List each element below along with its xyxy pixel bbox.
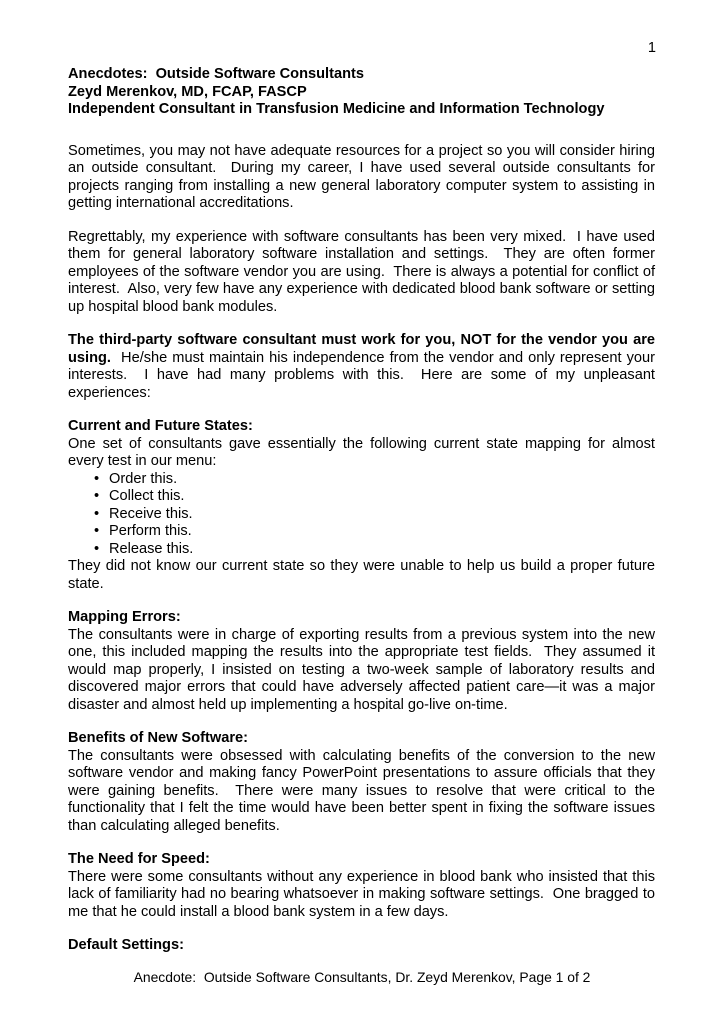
section-body: The consultants were in charge of exporting results from a previous system into the new one, this included mapping the results into the appropriate test fields. They assumed it would map properly, I insisted on testing a two-week sample of laboratory results and discovered major errors that could have adversely affected patient care—it was a major disaster and almost held up implementing a hospital go-live on-time. xyxy=(68,626,655,713)
document-body xyxy=(68,66,655,955)
list-item: • Perform this. xyxy=(68,523,655,541)
section-body: The consultants were obsessed with calculating benefits of the conversion to the new software vendor and making fancy PowerPoint presentations to assure officials that they were gaining benefits. There were many issues to resolve that were critical to the functionality that I felt the time would have been better spent in fixing the software issues than calculating alleged benefits. xyxy=(68,747,655,834)
section-body: There were some consultants without any experience in blood bank who insisted that this lack of familiarity had no bearing whatsoever in making software settings. One bragged to me that he could install a blood bank system in a few days. xyxy=(68,868,655,920)
section-heading: Mapping Errors: xyxy=(68,609,181,625)
section-mapping-errors xyxy=(68,609,655,714)
list-item: • Release this. xyxy=(68,541,655,559)
bold-lead-sentence: The third-party software consultant must work for you, NOT for the vendor you are using. xyxy=(68,332,655,366)
section-heading: Default Settings: xyxy=(68,937,184,953)
author-line: Zeyd Merenkov, MD, FCAP, FASCP xyxy=(68,83,307,100)
footer-text: Anecdote: Outside Software Consultants, Dr. Zeyd Merenkov, Page 1 of 2 xyxy=(133,969,591,985)
section-body: One set of consultants gave essentially the following current state mapping for almost every test in our menu: xyxy=(68,435,655,469)
intro-paragraph-3 xyxy=(68,332,655,402)
section-body: They did not know our current state so they were unable to help us build a proper future state. xyxy=(68,558,655,592)
section-heading: The Need for Speed: xyxy=(68,851,210,867)
list-item: • Collect this. xyxy=(68,488,655,506)
document-title: Anecdotes: Outside Software Consultants xyxy=(68,66,364,82)
section-the-need-for-speed xyxy=(68,851,655,921)
intro-paragraph-1: Sometimes, you may not have adequate resources for a project so you will consider hiring an outside consultant. During my career, I have used several outside consultants for projects ranging from installing a new general laboratory computer system to assisting in getting international accreditations. xyxy=(68,142,655,211)
title-block xyxy=(68,66,655,119)
intro-paragraph-2: Regrettably, my experience with software consultants has been very mixed. I have used them for general laboratory software installation and settings. They are often former employees of the software vendor you are using. There is always a potential for conflict of interest. Also, very few have any experience with dedicated blood bank software or setting up hospital blood bank modules. xyxy=(68,228,655,315)
bullet-list xyxy=(68,471,655,559)
paragraph-continuation: He/she must maintain his independence from the vendor and only represent your interests. I have had many problems with this. Here are some of my unpleasant experiences: xyxy=(68,349,655,401)
role-line: Independent Consultant in Transfusion Medicine and Information Technology xyxy=(68,101,605,117)
section-heading: Benefits of New Software: xyxy=(68,730,249,746)
section-default-settings xyxy=(68,937,655,955)
section-current-and-future-states xyxy=(68,418,655,593)
section-heading: Current and Future States: xyxy=(68,418,253,434)
page-number: 1 xyxy=(647,40,656,56)
section-benefits-of-new-software xyxy=(68,730,655,835)
list-item: • Receive this. xyxy=(68,506,655,524)
list-item: • Order this. xyxy=(68,471,655,489)
